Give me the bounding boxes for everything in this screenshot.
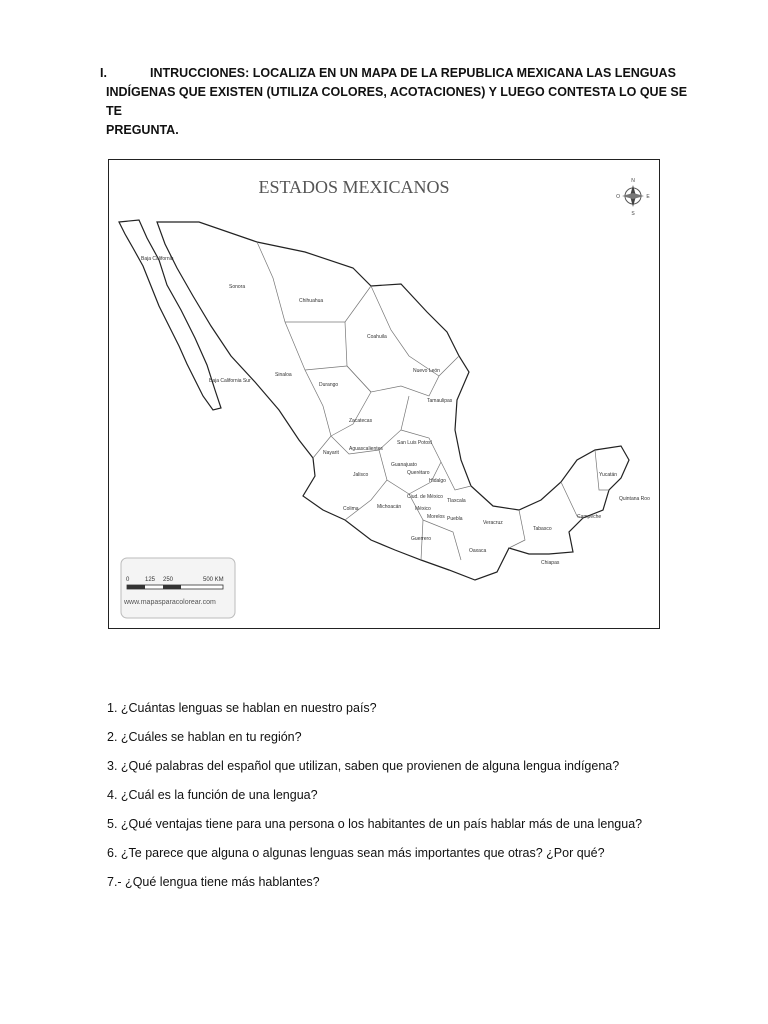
state-label-michoacan: Michoacán [377,504,402,510]
question-7: 7.- ¿Qué lengua tiene más hablantes? [107,875,320,889]
state-label-quintana-roo: Quintana Roo [619,496,650,502]
state-label-hidalgo: Hidalgo [429,478,446,484]
mainland-shape [157,222,629,580]
state-label-aguascalientes: Aguascalientes [349,446,383,452]
instructions-number: I. [100,66,107,80]
state-label-durango: Durango [319,382,339,388]
compass-e: E [646,194,650,200]
compass-icon [616,178,650,217]
compass-n: N [631,178,635,184]
state-label-queretaro: Querétaro [407,470,430,476]
scale-tick-0: 0 [126,577,130,583]
state-label-jalisco: Jalisco [353,472,369,478]
question-2: 2. ¿Cuáles se hablan en tu región? [107,730,302,744]
state-label-san-luis-potosi: San Luis Potosí [397,440,433,446]
state-label-nayarit: Nayarit [323,450,339,456]
state-label-morelos: Morelos [427,514,445,520]
state-label-yucatan: Yucatán [599,472,618,478]
state-label-sinaloa: Sinaloa [275,372,292,378]
state-label-guerrero: Guerrero [411,536,432,542]
mexico-map [108,159,660,629]
state-label-ciudad-de-mexico: Ciud. de México [407,494,443,500]
scale-tick-250: 250 [163,577,174,583]
question-6: 6. ¿Te parece que alguna o algunas lenguas sean más importantes que otras? ¿Por qué? [107,846,605,860]
state-label-sonora: Sonora [229,284,246,290]
instructions-block [100,64,700,140]
state-label-veracruz: Veracruz [483,520,503,526]
watermark-text: www.mapasparacolorear.com [124,599,216,606]
state-label-tlaxcala: Tlaxcala [447,498,466,504]
state-label-mexico: México [415,506,431,512]
scale-tick-125: 125 [145,577,156,583]
state-label-coahuila: Coahuila [367,334,387,340]
state-label-chiapas: Chiapas [541,560,560,566]
scale-bar [121,558,235,618]
map-title: ESTADOS MEXICANOS [258,177,450,197]
state-label-chihuahua: Chihuahua [299,298,324,304]
compass-o: O [616,194,620,200]
state-label-baja-california: Baja California [141,256,174,262]
state-label-baja-california-sur: Baja California Sur [209,378,251,384]
scale-tick-500: 500 KM [203,577,224,583]
state-label-tamaulipas: Tamaulipas [427,398,453,404]
state-label-colima: Colima [343,506,359,512]
state-label-guanajuato: Guanajuato [391,462,417,468]
question-5: 5. ¿Qué ventajas tiene para una persona o los habitantes de un país hablar más de una lengua? [107,817,643,831]
state-label-puebla: Puebla [447,516,463,522]
question-3: 3. ¿Qué palabras del español que utilizan, saben que provienen de alguna lengua indígena? [107,759,620,773]
instructions-line-3: PREGUNTA. [106,123,179,137]
state-label-oaxaca: Oaxaca [469,548,487,554]
question-4: 4. ¿Cuál es la función de una lengua? [107,788,318,802]
state-label-campeche: Campeche [577,514,602,520]
instructions-line-1: INTRUCCIONES: LOCALIZA EN UN MAPA DE LA REPUBLICA MEXICANA LAS LENGUAS [150,66,676,80]
state-label-nuevo-leon: Nuevo León [413,368,440,374]
compass-s: S [631,211,635,217]
question-1: 1. ¿Cuántas lenguas se hablan en nuestro país? [107,701,377,715]
state-label-zacatecas: Zacatecas [349,418,373,424]
state-label-tabasco: Tabasco [533,526,552,532]
instructions-line-2: INDÍGENAS QUE EXISTEN (UTILIZA COLORES, ACOTACIONES) Y LUEGO CONTESTA LO QUE SE TE [106,85,688,118]
